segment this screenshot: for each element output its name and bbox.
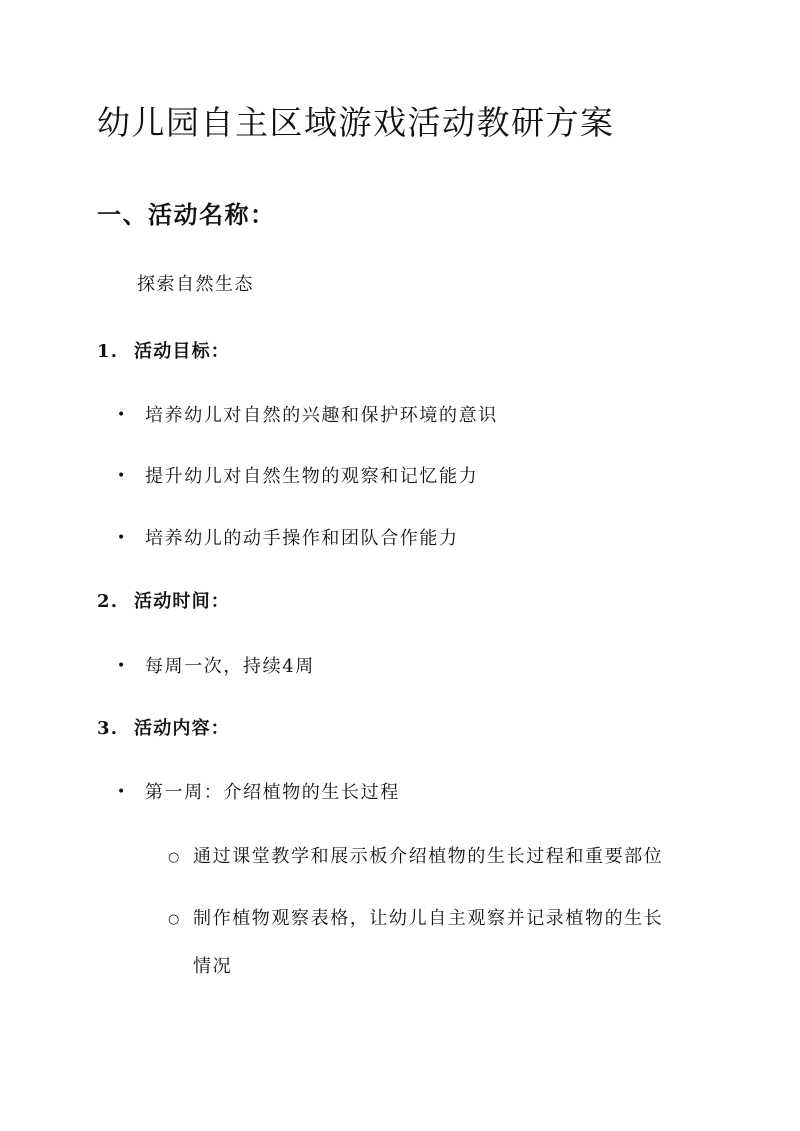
list-item-text: 培养幼儿对自然的兴趣和保护环境的意识 [145,405,498,426]
list-item [117,524,459,550]
subsection-number: 3. [97,718,119,739]
list-item-text: 培养幼儿的动手操作和团队合作能力 [145,528,459,549]
sub-list-item [168,904,663,930]
bullet-icon: • [117,784,127,800]
section-heading-activity-name: 一、活动名称： [97,200,276,229]
list-item [117,462,478,488]
bullet-icon: • [117,530,127,546]
sub-list-item-text: 制作植物观察表格，让幼儿自主观察并记录植物的生长 [193,908,664,929]
activity-name-text: 探索自然生态 [137,274,254,295]
document-title: 幼儿园自主区域游戏活动教研方案 [97,103,615,142]
bullet-icon: • [117,468,127,484]
subsection-number: 2. [97,591,119,612]
subsection-heading-content [97,714,230,740]
list-item-text: 提升幼儿对自然生物的观察和记忆能力 [145,466,479,487]
subsection-label: 活动目标： [134,341,230,362]
subsection-heading-time [97,587,230,613]
list-item-text: 第一周：介绍植物的生长过程 [145,782,400,803]
sub-list-item [168,842,663,868]
bullet-icon: • [117,407,127,423]
list-item-text: 每周一次，持续4周 [145,656,315,677]
bullet-icon: • [117,658,127,674]
subsection-heading-goals [97,337,230,363]
subsection-number: 1. [97,341,119,362]
sub-list-item-continuation: 情况 [193,956,233,977]
subsection-label: 活动时间： [134,591,230,612]
subsection-label: 活动内容： [134,718,230,739]
list-item [117,778,400,804]
list-item [117,652,315,678]
hollow-bullet-icon: ○ [168,912,181,927]
hollow-bullet-icon: ○ [168,850,181,865]
sub-list-item-text: 通过课堂教学和展示板介绍植物的生长过程和重要部位 [193,846,664,867]
list-item [117,401,498,427]
